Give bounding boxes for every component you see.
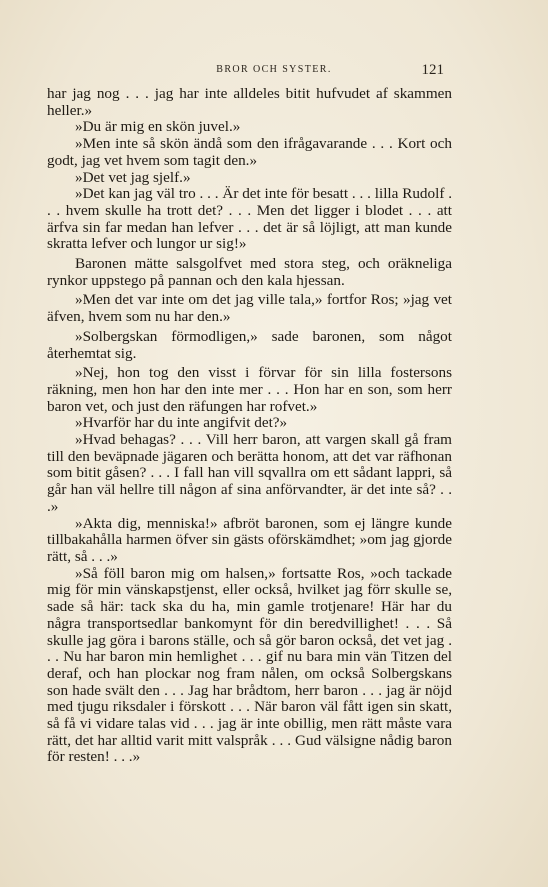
paragraph: »Hvarför har du inte angifvit det?» — [75, 414, 288, 432]
paragraph: har jag nog . . . jag har inte alldeles bitit hufvudet af skammen heller.» — [47, 85, 452, 119]
paragraph: »Men inte så skön ändå som den ifrågavarande . . . Kort och godt, jag vet hvem som tagit den.» — [47, 135, 452, 169]
paragraph: »Men det var inte om det jag ville tala,» fortfor Ros; »jag vet äfven, hvem som nu har den.» — [47, 291, 452, 326]
paragraph: »Hvad behagas? . . . Vill herr baron, att vargen skall gå fram till den beväpnade jägaren och berätta honom, att det var räfhonan som bitit gåsen? . . . I fall han vill sqvallra om ett sådant lappri, så går han väl hellre till någon af sina anförvandter, är det inte så? . . .» — [47, 431, 452, 515]
body-text — [47, 86, 452, 766]
running-title: BROR OCH SYSTER. — [216, 64, 332, 75]
paragraph: »Det vet jag sjelf.» — [75, 168, 191, 186]
paragraph: »Så föll baron mig om halsen,» fortsatte Ros, »och tackade mig för min vänskapstjenst, eller också, hvilket jag förr skulle se, sade så här: tack ska du ha, min gamle trotjenare! Här har du några transportsedlar bankomynt för din beredvillighet! . . . Så skulle jag göra i barons ställe, och så gör baron också, det vet jag . . . Nu har baron min hemlighet . . . gif nu bara min vän Titzen del deraf, och han plockar nog fram nålen, om också Solbergskans son hade svält den . . . Jag har brådtom, herr baron . . . jag är nöjd med tjugu riksdaler i förskott . . . När baron väl fått igen sin skatt, så få vi vidare talas vid . . . jag är inte obillig, men rätt måste vara rätt, det har alltid varit mitt valspråk . . . Gud välsigne nådig baron för resten! . . .» — [47, 564, 452, 766]
paragraph: »Du är mig en skön juvel.» — [75, 118, 241, 136]
paragraph: »Nej, hon tog den visst i förvar för sin lilla fostersons räkning, men hon har den inte mer . . . Hon har en son, som herr baron vet, och just den räfungen har rofvet.» — [47, 364, 452, 415]
running-head — [0, 62, 548, 82]
paragraph: »Solbergskan förmodligen,» sade baronen, som något återhemtat sig. — [47, 327, 452, 362]
paragraph: »Det kan jag väl tro . . . Är det inte för besatt . . . lilla Rudolf . . . hvem skulle ha trott det? . . . Men det ligger i blodet . . . att ärfva sin far medan han lefver . . . det är så löjligt, att man kunde skratta lefver och lungor ur sig!» — [47, 185, 452, 253]
page-number: 121 — [421, 62, 444, 78]
paragraph: »Akta dig, menniska!» afbröt baronen, som ej längre kunde tillbakahålla harmen öfver sin gästs oförskämdhet; »om jag gjorde rätt, så . . .» — [47, 514, 452, 565]
paragraph: Baronen mätte salsgolfvet med stora steg, och oräkneliga rynkor uppstego på pannan och den kala hjessan. — [47, 255, 452, 289]
